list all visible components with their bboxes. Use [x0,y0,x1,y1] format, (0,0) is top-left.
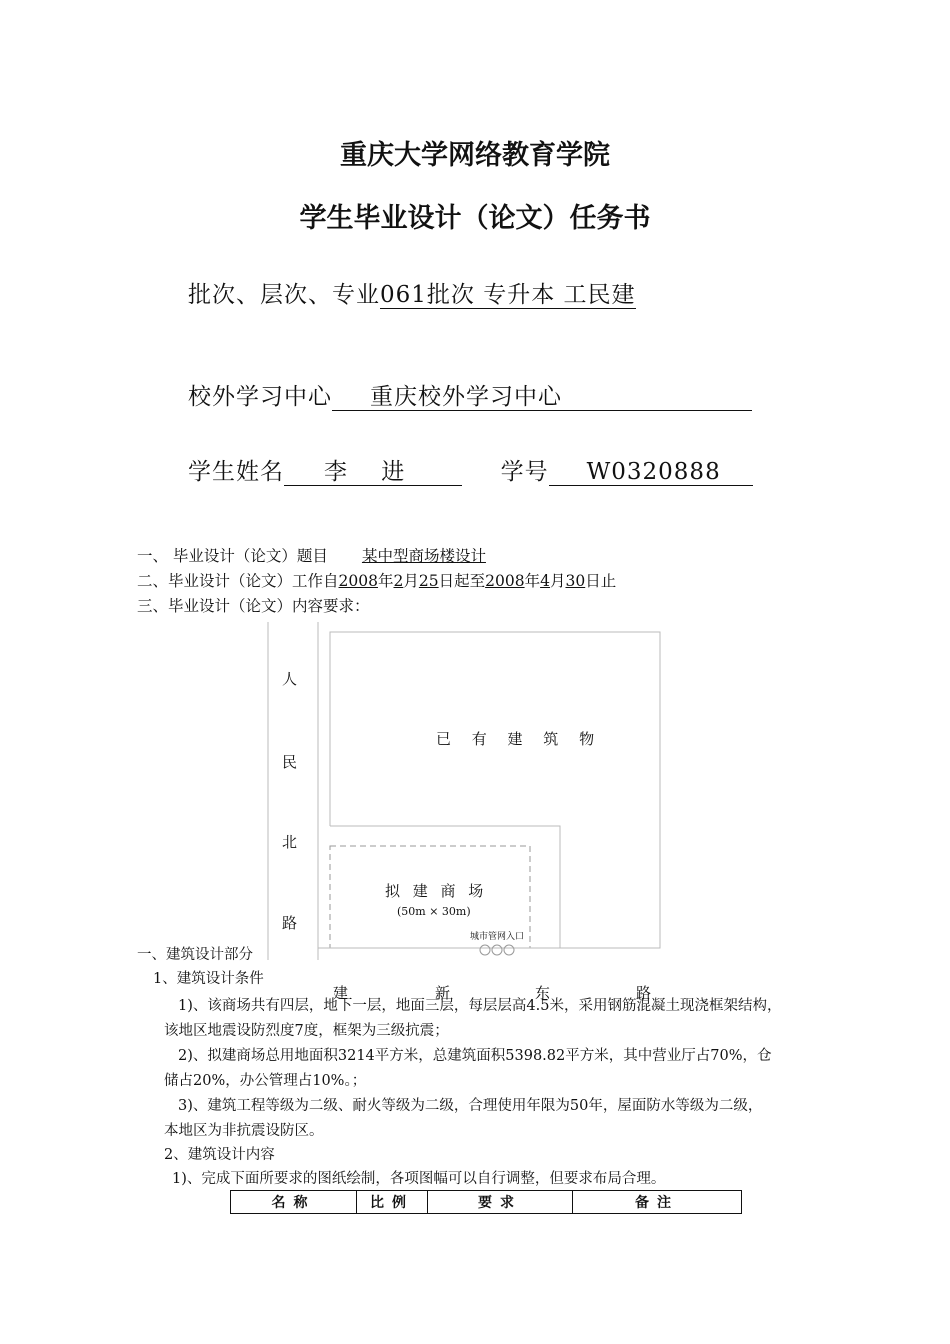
s2-nian1: 年 [377,572,394,590]
s2-yue1: 月 [403,572,419,590]
batch-label: 批次、层次、专业 [188,282,380,308]
section-1-label: 一、 毕业设计（论文）题目 [137,547,328,565]
center-value: 重庆校外学习中心 [332,384,752,411]
s2-nian2: 年 [524,572,541,590]
paragraph-3a: 3)、建筑工程等级为二级、耐火等级为二级，合理使用年限为50年，屋面防水等级为二级， [178,1098,763,1114]
paragraph-3b: 本地区为非抗震设防区。 [164,1123,324,1139]
col-header-scale: 比例 [357,1191,428,1214]
heading-design-content: 2、建筑设计内容 [164,1147,275,1163]
s2-year2: 2008 [485,572,525,590]
s2-day1: 25 [418,572,439,590]
proposed-mall-label: 拟 建 商 场 [385,882,488,900]
s2-day2: 30 [565,572,586,590]
s2-month1: 2 [393,572,404,590]
batch-value: 061批次 专升本 工民建 [380,282,636,308]
section-3: 三、毕业设计（论文）内容要求： [137,597,370,615]
page-subtitle: 学生毕业设计（论文）任务书 [299,203,651,234]
s2-yue2: 月 [549,572,566,590]
s2-month2: 4 [540,572,550,590]
table-header-row [231,1191,742,1214]
mall-size-label: (50m × 30m) [397,905,471,918]
col-header-notes: 备注 [573,1191,742,1214]
col-header-name: 名称 [231,1191,357,1214]
paragraph-1b: 该地区地震设防烈度7度，框架为三级抗震； [164,1023,449,1039]
road-left-char-4: 路 [282,914,298,932]
road-left-char-3: 北 [282,833,298,851]
paragraph-1a: 1)、该商场共有四层，地下一层，地面三层，每层层高4.5米，采用钢筋混凝土现浇框架结构， [178,998,782,1014]
road-bottom-char-2: 新 [435,984,451,1002]
existing-building-outline [330,632,660,948]
heading-architecture: 一、建筑设计部分 [137,947,253,963]
page-title: 重庆大学网络教育学院 [340,140,610,171]
s2-prefix: 二、毕业设计（论文）工作自 [137,572,339,590]
road-bottom-char-3: 东 [535,984,551,1002]
paragraph-4: 1)、完成下面所要求的图纸绘制，各项图幅可以自行调整，但要求布局合理。 [172,1171,666,1187]
existing-building-label: 已 有 建 筑 物 [436,730,603,748]
paragraph-2a: 2)、拟建商场总用地面积3214平方米，总建筑面积5398.82平方米，其中营业厅占70%，仓 [178,1048,772,1064]
road-left-char-2: 民 [282,753,298,771]
drawing-requirements-table [230,1190,742,1214]
road-bottom-char-1: 建 [333,984,349,1002]
paragraph-2b: 储占20%，办公管理占10%。； [164,1073,367,1089]
road-bottom-char-4: 路 [636,984,652,1002]
id-label: 学号 [500,459,549,485]
road-left-char-1: 人 [282,670,298,688]
pipe-entry-label: 城市管网入口 [470,932,525,942]
id-value: W0320888 [549,459,753,486]
s2-year1: 2008 [338,572,378,590]
section-1-value: 某中型商场楼设计 [361,547,486,565]
s2-end: 日止 [585,572,617,590]
center-label: 校外学习中心 [188,384,332,410]
heading-design-conditions: 1、建筑设计条件 [153,971,264,987]
col-header-requirements: 要求 [428,1191,573,1214]
pipe-circle-1 [480,945,490,955]
name-label: 学生姓名 [188,459,284,485]
name-value: 李 进 [284,459,462,486]
pipe-circle-2 [492,945,502,955]
pipe-circle-3 [504,945,514,955]
s2-mid: 日起至 [438,572,486,590]
